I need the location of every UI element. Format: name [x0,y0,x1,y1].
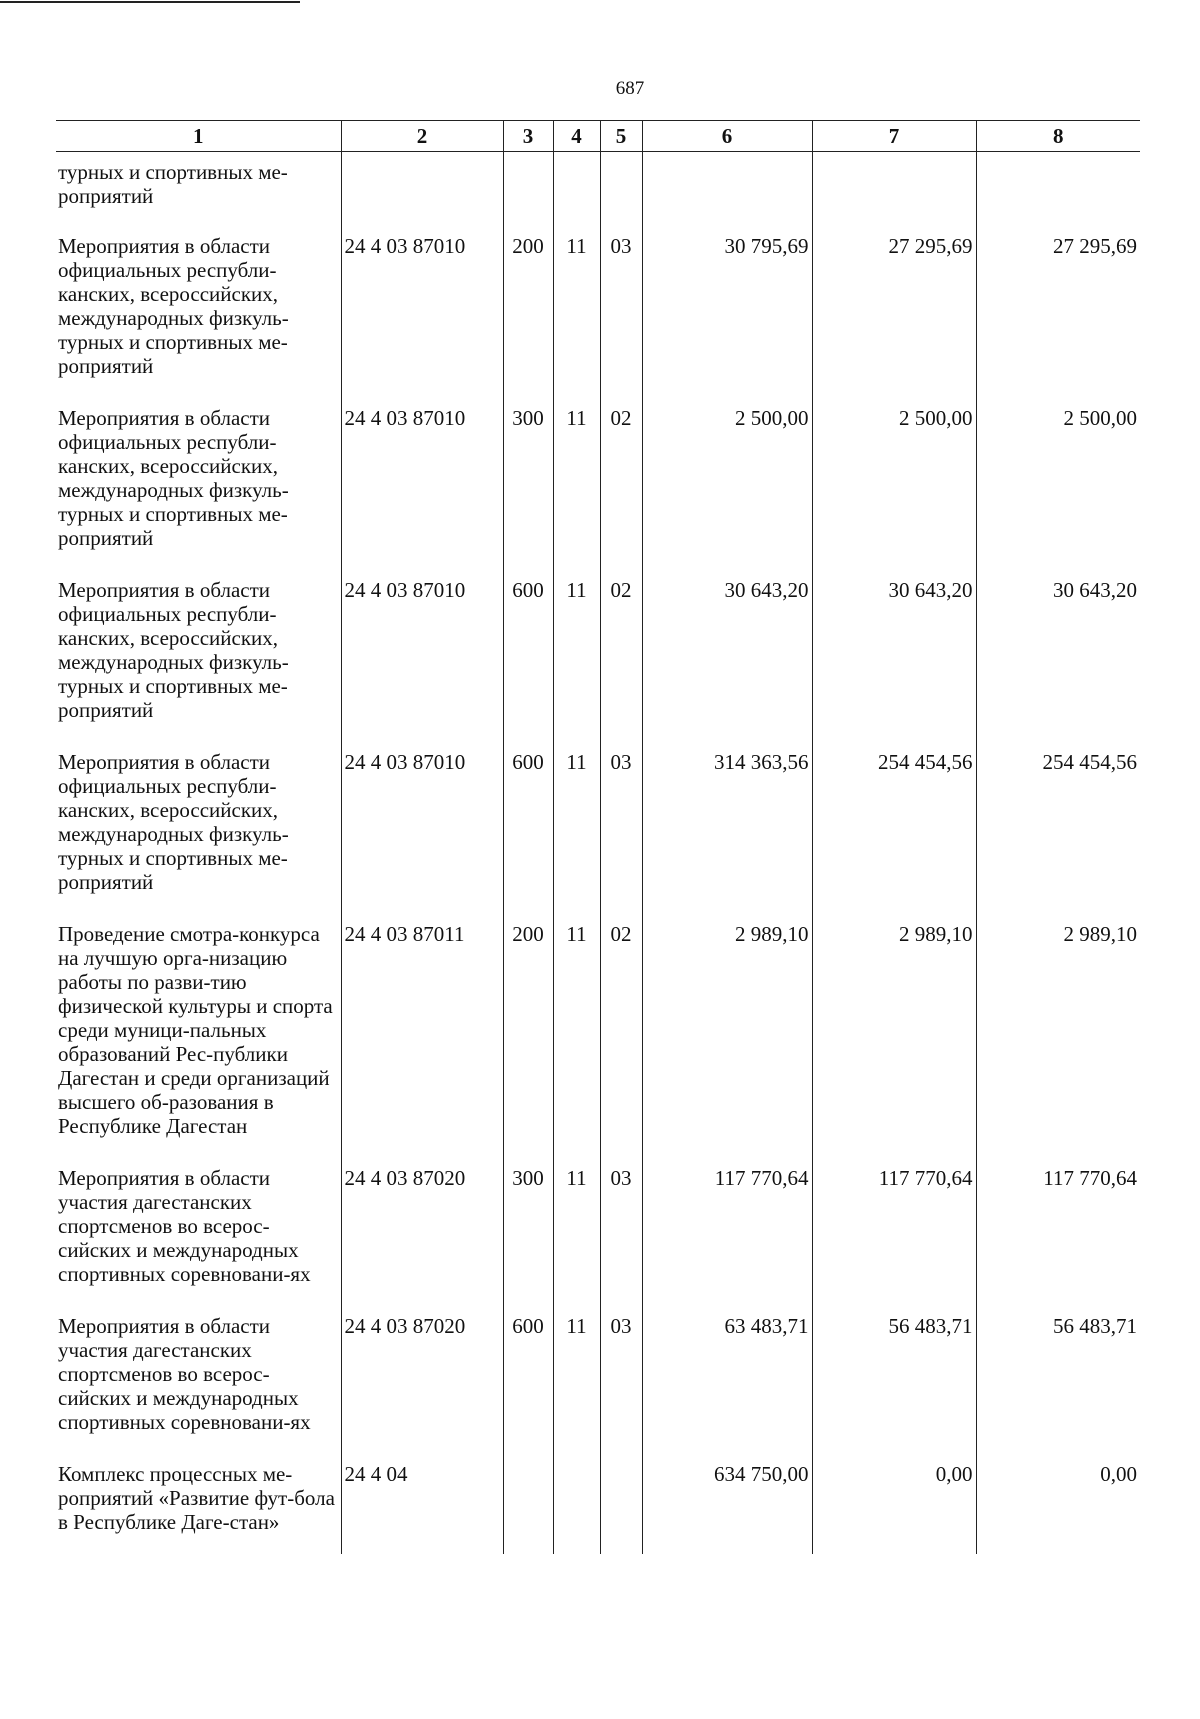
row-col-5: 02 [600,914,642,1158]
row-col-3: 200 [503,226,553,398]
header-col-5: 5 [600,121,642,152]
row-col-4 [553,1454,600,1554]
table-row [56,914,1140,1158]
row-name: Мероприятия в области официальных республи-канских, всероссийских, международных физкуль-турных и спортивных ме-роприятий [58,578,289,722]
row-col-5 [600,152,642,227]
row-value-8: 30 643,20 [976,570,1140,742]
table-row [56,226,1140,398]
row-col-4: 11 [553,1158,600,1306]
row-name: Мероприятия в области официальных республи-канских, всероссийских, международных физкуль-турных и спортивных ме-роприятий [58,234,289,378]
row-value-7: 2 989,10 [812,914,976,1158]
row-value-7: 2 500,00 [812,398,976,570]
row-value-8: 254 454,56 [976,742,1140,914]
page-number: 687 [615,78,645,99]
row-value-7: 117 770,64 [812,1158,976,1306]
row-value-6: 634 750,00 [642,1454,812,1554]
row-value-6: 63 483,71 [642,1306,812,1454]
row-col-5: 02 [600,570,642,742]
row-name: Мероприятия в области официальных республи-канских, всероссийских, международных физкуль-турных и спортивных ме-роприятий [58,750,289,894]
row-col-5 [600,1454,642,1554]
table-row [56,398,1140,570]
row-value-8 [976,152,1140,227]
row-value-6: 2 989,10 [642,914,812,1158]
row-code [341,152,503,227]
table-row [56,1158,1140,1306]
row-value-7: 56 483,71 [812,1306,976,1454]
table-row [56,152,1140,227]
row-code: 24 4 03 87011 [341,914,503,1158]
row-col-3: 200 [503,914,553,1158]
row-col-5: 03 [600,742,642,914]
row-col-5: 02 [600,398,642,570]
header-col-4: 4 [553,121,600,152]
row-col-4: 11 [553,398,600,570]
row-col-3: 600 [503,742,553,914]
row-value-6: 314 363,56 [642,742,812,914]
row-col-4: 11 [553,226,600,398]
row-value-6: 30 643,20 [642,570,812,742]
row-code: 24 4 03 87010 [341,226,503,398]
row-col-3 [503,152,553,227]
budget-table [56,120,1140,1554]
table-row [56,1454,1140,1554]
table-body [56,152,1140,1555]
row-value-7 [812,152,976,227]
row-name: турных и спортивных ме- роприятий [58,160,288,208]
row-name: Мероприятия в области официальных республи-канских, всероссийских, международных физкуль-турных и спортивных ме-роприятий [58,406,289,550]
row-col-3: 300 [503,1158,553,1306]
row-col-5: 03 [600,226,642,398]
row-col-4: 11 [553,742,600,914]
row-col-3 [503,1454,553,1554]
header-col-6: 6 [642,121,812,152]
row-col-3: 600 [503,1306,553,1454]
row-code: 24 4 03 87010 [341,570,503,742]
row-code: 24 4 04 [341,1454,503,1554]
row-name: Проведение смотра-конкурса на лучшую орга-низацию работы по разви-тию физической культуры и спорта среди муници-пальных образований Рес-публики Дагестан и среди организаций высшего об-разования в Республике Дагестан [58,922,333,1138]
row-name: Комплекс процессных ме-роприятий «Развитие фут-бола в Республике Даге-стан» [58,1462,335,1534]
row-value-8: 0,00 [976,1454,1140,1554]
row-col-4 [553,152,600,227]
row-value-7: 254 454,56 [812,742,976,914]
row-col-4: 11 [553,914,600,1158]
row-value-6 [642,152,812,227]
row-value-8: 27 295,69 [976,226,1140,398]
table-row [56,1306,1140,1454]
table-row [56,570,1140,742]
row-col-3: 600 [503,570,553,742]
row-value-7: 27 295,69 [812,226,976,398]
row-value-8: 2 989,10 [976,914,1140,1158]
top-rule [0,1,300,3]
header-col-3: 3 [503,121,553,152]
row-col-5: 03 [600,1306,642,1454]
row-value-8: 56 483,71 [976,1306,1140,1454]
header-col-7: 7 [812,121,976,152]
row-value-8: 2 500,00 [976,398,1140,570]
row-value-8: 117 770,64 [976,1158,1140,1306]
row-code: 24 4 03 87020 [341,1306,503,1454]
row-col-4: 11 [553,570,600,742]
row-col-4: 11 [553,1306,600,1454]
row-col-3: 300 [503,398,553,570]
row-name: Мероприятия в области участия дагестанских спортсменов во всерос-сийских и международных спортивных соревновани-ях [58,1166,311,1286]
row-code: 24 4 03 87010 [341,742,503,914]
row-value-7: 30 643,20 [812,570,976,742]
row-value-6: 30 795,69 [642,226,812,398]
header-col-8: 8 [976,121,1140,152]
row-col-5: 03 [600,1158,642,1306]
row-code: 24 4 03 87010 [341,398,503,570]
header-col-2: 2 [341,121,503,152]
row-code: 24 4 03 87020 [341,1158,503,1306]
row-value-7: 0,00 [812,1454,976,1554]
row-value-6: 117 770,64 [642,1158,812,1306]
row-name: Мероприятия в области участия дагестанских спортсменов во всерос-сийских и международных спортивных соревновани-ях [58,1314,311,1434]
row-value-6: 2 500,00 [642,398,812,570]
table-row [56,742,1140,914]
header-col-1: 1 [56,121,341,152]
header-row [56,121,1140,152]
